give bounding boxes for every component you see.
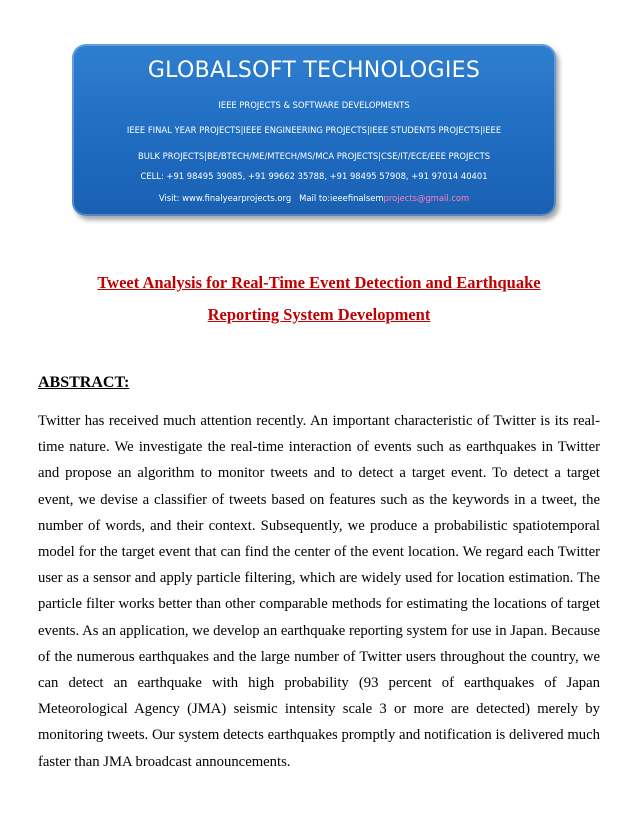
banner-tagline: IEEE PROJECTS & SOFTWARE DEVELOPMENTS: [218, 100, 410, 110]
abstract-heading: ABSTRACT:: [38, 374, 130, 391]
company-name: GLOBALSOFT TECHNOLOGIES: [147, 58, 481, 83]
banner-contact-line: [72, 193, 556, 203]
company-banner: [72, 44, 556, 216]
abstract-body: Twitter has received much attention recently. An important characteristic of Twitter is its real-time nature. We investigate the real-time interaction of events such as earthquakes in Twitter and propose an algorithm to monitor tweets and to detect a target event. To detect a target event, we devise a classifier of tweets based on features such as the keywords in a tweet, the number of words, and their context. Subsequently, we produce a probabilistic spatiotemporal model for the target event that can find the center of the event location. We regard each Twitter user as a sensor and apply particle filtering, which are widely used for location estimation. The particle filter works better than other comparable methods for estimating the locations of target events. As an application, we develop an earthquake reporting system for use in Japan. Because of the numerous earthquakes and the large number of Twitter users throughout the country, we can detect an earthquake with high probability (93 percent of earthquakes of Japan Meteorological Agency (JMA) seismic intensity scale 3 or more are detected) merely by monitoring tweets. Our system detects earthquakes promptly and notification is delivered much faster than JMA broadcast announcements.: [38, 413, 600, 770]
banner-visit-mail-text: Visit: www.finalyearprojects.org Mail to:ieeefinalsem: [158, 193, 384, 203]
paper-title-line-2: Reporting System Development: [207, 305, 431, 324]
paper-title-line-1: Tweet Analysis for Real-Time Event Detection and Earthquake: [97, 273, 541, 292]
banner-projects-line-1: IEEE FINAL YEAR PROJECTS|IEEE ENGINEERING PROJECTS|IEEE STUDENTS PROJECTS|IEEE: [126, 125, 502, 135]
banner-phone-numbers: CELL: +91 98495 39085, +91 99662 35788, +91 98495 57908, +91 97014 40401: [140, 171, 488, 181]
banner-email-link[interactable]: projects@gmail.com: [383, 193, 470, 203]
banner-projects-line-2: BULK PROJECTS|BE/BTECH/ME/MTECH/MS/MCA PROJECTS|CSE/IT/ECE/EEE PROJECTS: [137, 151, 491, 161]
